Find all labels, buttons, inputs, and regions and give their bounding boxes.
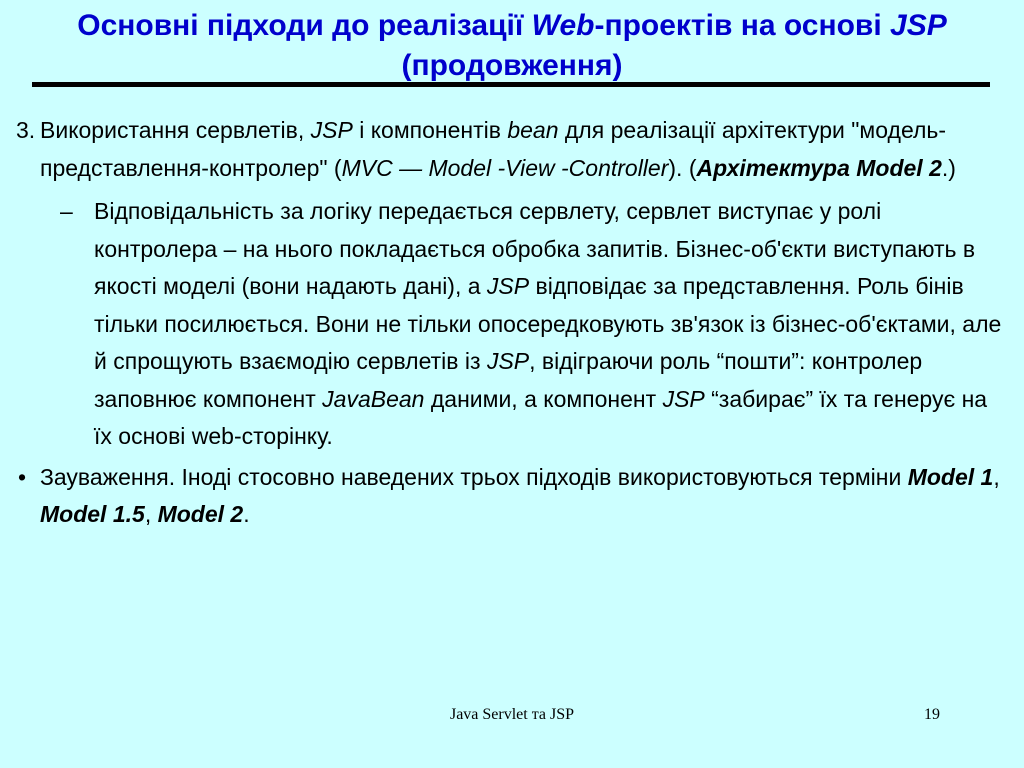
item3-text-1: Використання сервлетів, [40, 117, 311, 143]
title-web: Web [531, 9, 595, 42]
item3-mvc: MVC — Model -View -Controller [341, 154, 669, 181]
item-number: 3. [16, 117, 36, 143]
sub-text-5: “забирає” їх та генерує на їх основі web-сторінку. [94, 385, 988, 449]
footer-text: Java Servlet та JSP [449, 706, 575, 723]
item3-text-3: для реалізації архітектури "модель- представлення-контролер" ( [40, 117, 947, 181]
title-jsp: JSP [890, 9, 947, 42]
item3-architecture: Архітектура Model 2 [696, 154, 942, 181]
note-text: Зауваження. Іноді стосовно наведених трьох підходів використовуються терміни [40, 463, 908, 490]
sub-text-4: даними, а компонент [424, 385, 663, 412]
note-model-1: Model 1 [907, 463, 994, 490]
title-text-1: Основні підходи до реалізації [77, 9, 532, 42]
numbered-item-3 [0, 112, 995, 187]
sub-text-2: відповідає за представлення. Роль бінів тільки посилюється. Вони не тільки опосередковують зв'язок із бізнес-об'єктами, але й спрощують взаємодію сервлетів із [94, 273, 1002, 374]
title-underline [32, 82, 990, 87]
sub-text-3: , відіграючи роль “пошти”: контролер заповнює компонент [94, 348, 923, 412]
slide-body [0, 112, 1024, 534]
note-period: . [243, 501, 250, 527]
title-text-3: (продовження) [401, 49, 623, 82]
title-text-2: -проектів на основі [594, 9, 891, 42]
sub-jsp-2: JSP [486, 348, 530, 374]
item3-jsp: JSP [310, 117, 353, 143]
note-item [0, 459, 1005, 534]
sub-item [0, 193, 1008, 456]
sub-jsp-3: JSP [662, 385, 705, 412]
note-model-2: Model 2 [157, 501, 244, 527]
note-separator-2: , [144, 501, 158, 527]
round-bullet: • [18, 463, 27, 490]
item3-bean: bean [507, 117, 559, 143]
slide-title [60, 6, 964, 86]
page-number: 19 [924, 706, 940, 723]
note-model-1-5: Model 1.5 [40, 501, 145, 527]
sub-jsp-1: JSP [486, 273, 530, 299]
item3-text-2: і компонентів [352, 117, 508, 143]
note-separator-1: , [993, 463, 1000, 490]
item3-text-4: ). ( [668, 154, 697, 181]
sub-javabean: JavaBean [322, 385, 425, 412]
item3-text-5: .) [941, 154, 956, 181]
sub-text-1: Відповідальність за логіку передається сервлету, сервлет виступає у ролі контролера – на нього покладається обробка запитів. Бізнес-об'єкти виступають в якості моделі (вони надають дані), а [94, 198, 976, 299]
dash-bullet: – [60, 198, 73, 224]
